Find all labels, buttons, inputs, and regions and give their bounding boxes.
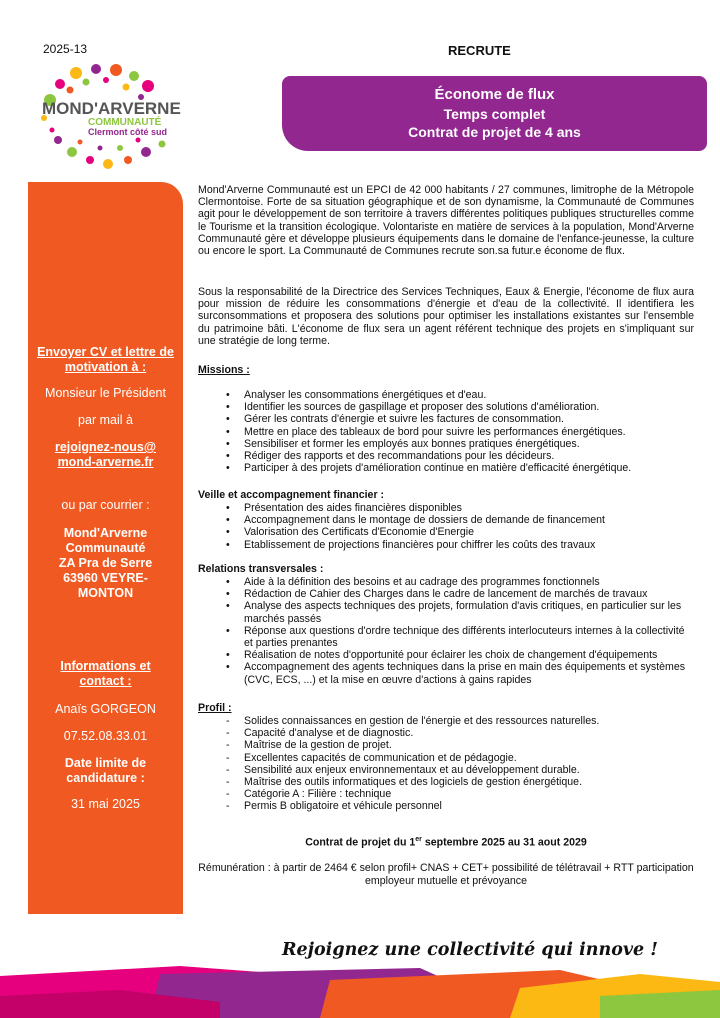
job-time: Temps complet [443,106,546,122]
missions-list [198,389,694,474]
slogan: Rejoignez une collectivité qui innove ! [282,940,658,960]
list-item: - Permis B obligatoire et véhicule personnel [226,800,442,813]
job-contract: Contrat de projet de 4 ans [408,124,581,140]
list-item: - Sensibilité aux enjeux environnementaux et au développement durable. [226,763,580,776]
mondarverne-logo [36,60,186,172]
list-item: • Présentation des aides financières disponibles [226,502,462,514]
list-item: • Rédiger des rapports et des recommandations pour les décideurs. [226,450,555,463]
list-item: • Rédaction de Cahier des Charges dans le cadre de lancement de marchés de travaux [226,588,648,601]
list-item: • Analyser les consommations énergétiques et d'eau. [226,389,487,401]
list-item: • Valorisation des Certificats d'Economie d'Energie [226,526,474,539]
veille-list [198,502,694,551]
address-line: Mond'Arverne [63,526,148,540]
list-item: • Réalisation de notes d'opportunité pour éclairer les choix de changement d'équipements [226,649,658,662]
profil-list [198,715,694,813]
list-item: • Participer à des projets d'amélioration continue en matière d'efficacité énergétique. [226,462,632,475]
logo-name: MOND'ARVERNE [42,99,181,118]
list-item: - Capacité d'analyse et de diagnostic. [226,727,414,740]
email-link[interactable]: rejoignez-nous@mond-arverne.fr [54,440,157,469]
job-title-banner [282,76,707,151]
footer-color-band [0,966,720,1018]
list-item: • Gérer les contrats d'énergie et suivre les factures de consommation. [226,413,564,426]
address-line: Communauté [65,541,146,555]
list-item: - Maîtrise des outils informatiques et des logiciels de gestion énergétique. [226,776,583,789]
send-heading: Envoyer CV et lettre de motivation à : [37,345,174,374]
logo-sub1: COMMUNAUTÉ [88,117,162,128]
list-item: - Catégorie A : Filière : technique [226,788,392,801]
list-item: - Excellentes capacités de communication et de pédagogie. [226,751,517,764]
contact-phone[interactable]: 07.52.08.33.01 [63,729,148,743]
reference-number: 2025-13 [43,42,88,56]
by-post-label: ou par courrier : [61,498,150,512]
list-item: • Analyse des aspects techniques des projets, formulation d'avis critiques, en particulier sur les marchés passés [226,600,682,625]
deadline-label: Date limite de candidature : [64,756,147,785]
profil-heading: Profil : [198,702,232,714]
list-item: • Accompagnement des agents techniques dans la prise en main des équipements et systèmes (CVC, ECS, ...) et la mise en œuvre d'actions à gains rapides [226,661,686,686]
logo-sub2: Clermont côté sud [88,127,168,137]
list-item: • Identifier les sources de gaspillage et proposer des solutions d'amélioration. [226,401,600,414]
deadline-date: 31 mai 2025 [71,797,140,811]
list-item: • Etablissement de projections financières pour chiffrer les coûts des travaux [226,538,596,551]
list-item: • Accompagnement dans le montage de dossiers de demande de financement [226,514,606,527]
postal-address [32,526,179,601]
list-item: - Maîtrise de la gestion de projet. [226,739,392,752]
contract-dates: Contrat de projet du 1er septembre 2025 au 31 aout 2029 [305,836,587,849]
list-item: - Solides connaissances en gestion de l'énergie et des ressources naturelles. [226,715,600,727]
address-line: ZA Pra de Serre [58,556,153,570]
job-title: Économe de flux [434,86,555,103]
address-line: MONTON [77,586,134,600]
relations-list [198,576,694,686]
contact-name: Anaïs GORGEON [55,702,156,716]
list-item: • Réponse aux questions d'ordre technique des différents interlocuteurs internes à la collectivité et parties prenantes [226,624,685,650]
missions-heading: Missions : [198,364,250,376]
intro-paragraph: Mond'Arverne Communauté est un EPCI de 42 000 habitants / 27 communes, limitrophe de la Métropole Clermontoise. Forte de sa situation géographique et de son dynamisme, la Communauté de Communes agit pour le développement de son territoire à travers différentes politiques publiques structurelles comme le Tourisme et la transition écologique. Volontariste en matière de services à la population, Mond'Arverne Communauté gère et développe plusieurs équipements dans le domaine de l'enfance-jeunesse, la culture ou encore le sport. La Communauté de Communes recrute son.sa futur.e économe de flux. [198,184,694,258]
info-heading: Informations et contact : [60,659,151,688]
mission-paragraph: Sous la responsabilité de la Directrice des Services Techniques, Eaux & Energie, l'économe de flux aura pour mission de réduire les consommations d'énergie et d'eau de la collectivité. Il identifiera les surconsommations et proposera des solutions pour optimiser les installations existantes sur l'ensemble du patrimoine bâti. L'économe de flux sera un agent référent technique des projets en s'impliquant sur une stratégie de long terme. [198,286,694,347]
recrute-label: RECRUTE [448,43,511,58]
veille-heading: Veille et accompagnement financier : [198,489,385,501]
address-line: 63960 VEYRE- [63,571,148,585]
remuneration: Rémunération : à partir de 2464 € selon profil+ CNAS + CET+ possibilité de télétravail + RTT participation employeur mutuelle et prévoyance [198,862,694,887]
contact-sidebar [28,182,183,914]
relations-heading: Relations transversales : [198,563,324,575]
recipient: Monsieur le Président [45,386,166,400]
by-mail-label: par mail à [78,413,133,427]
list-item: • Mettre en place des tableaux de bord pour suivre les performances énergétiques. [226,425,626,438]
list-item: • Sensibiliser et former les employés aux bonnes pratiques énergétiques. [226,437,580,450]
list-item: • Aide à la définition des besoins et au cadrage des programmes fonctionnels [226,576,600,588]
